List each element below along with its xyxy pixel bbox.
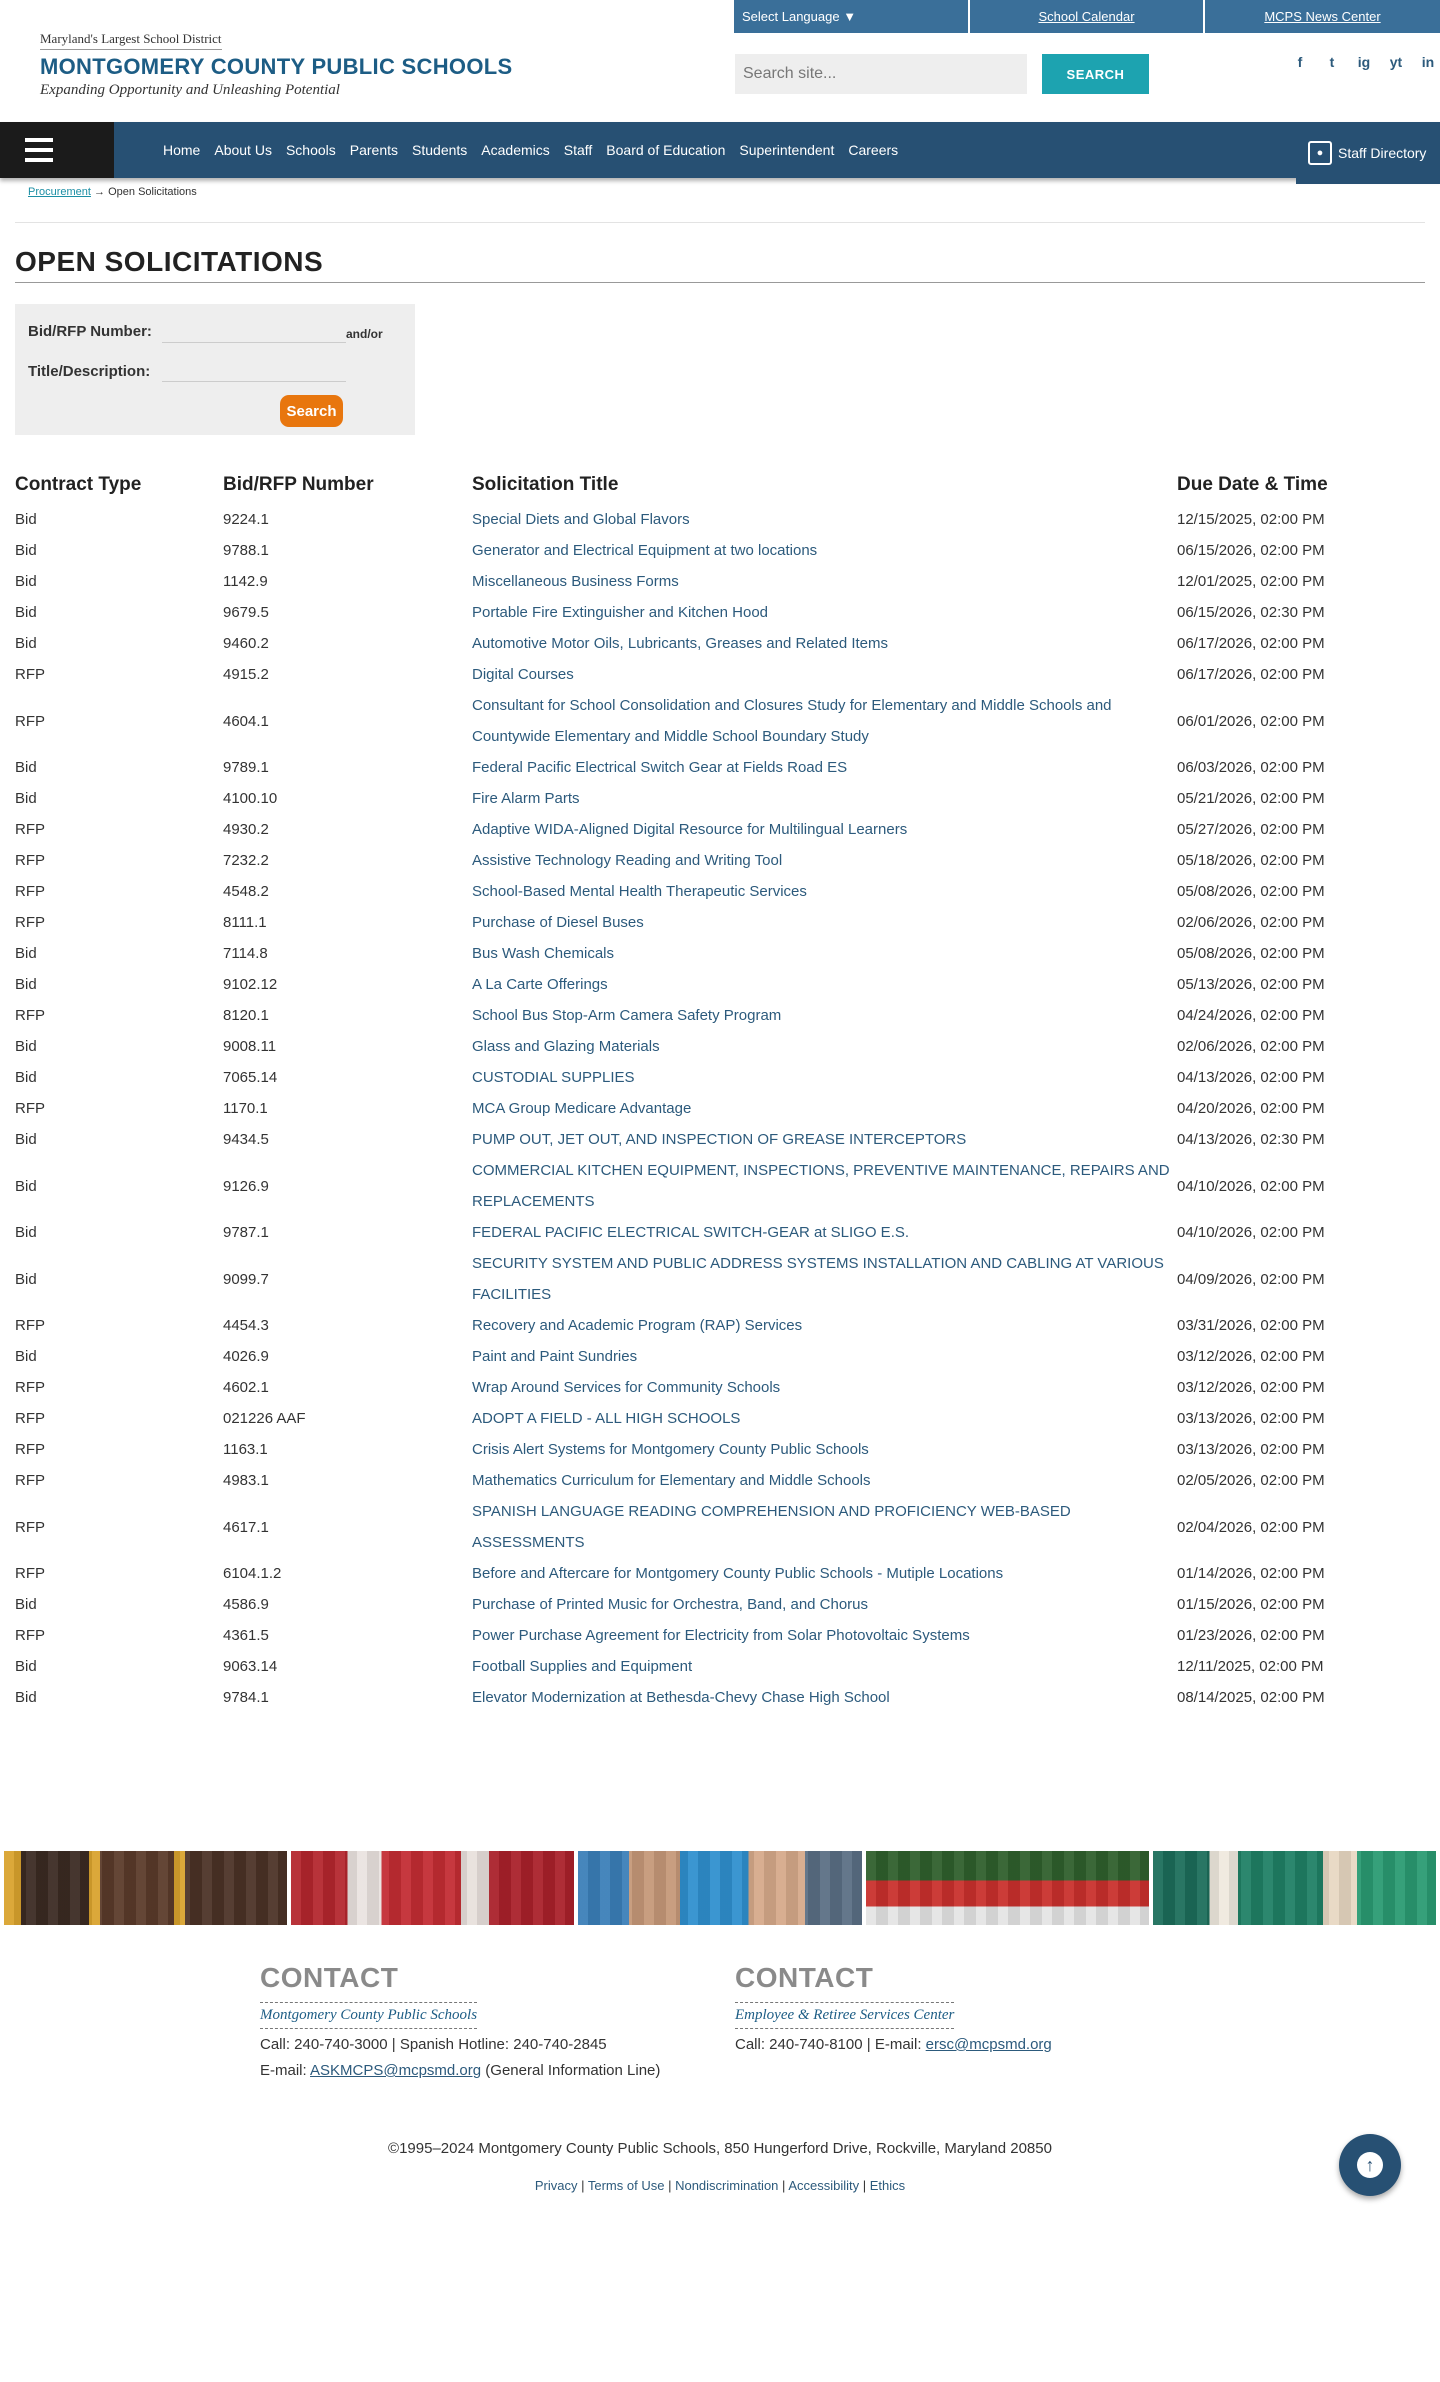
cell-contract-type: RFP xyxy=(15,1007,45,1024)
cell-contract-type: Bid xyxy=(15,1177,37,1195)
table-row xyxy=(15,876,1425,907)
nav-item-home[interactable]: Home xyxy=(163,142,201,158)
solicitation-title-link[interactable]: Recovery and Academic Program (RAP) Services xyxy=(472,1317,803,1334)
hamburger-menu-icon[interactable] xyxy=(0,122,114,178)
table-row xyxy=(15,1155,1425,1217)
cell-bid-number: 4548.2 xyxy=(223,883,269,900)
col-header-contract-type[interactable]: Contract Type xyxy=(15,474,142,495)
solicitation-title-link[interactable]: Portable Fire Extinguisher and Kitchen Hood xyxy=(472,604,769,621)
cell-contract-type: Bid xyxy=(15,542,37,559)
cell-due-date: 05/13/2026, 02:00 PM xyxy=(1177,976,1325,993)
cell-bid-number: 7232.2 xyxy=(223,852,269,869)
solicitation-title-link[interactable]: SECURITY SYSTEM AND PUBLIC ADDRESS SYSTEMS INSTALLATION AND CABLING AT VARIOUS FACILITIES xyxy=(472,1255,1164,1303)
cell-contract-type: RFP xyxy=(15,666,45,683)
cell-contract-type: RFP xyxy=(15,821,45,838)
solicitations-table xyxy=(15,460,1425,1713)
cell-solicitation-title xyxy=(472,1124,1177,1155)
table-row xyxy=(15,1589,1425,1620)
filter-search-button[interactable]: Search xyxy=(280,395,343,427)
link-separator: | xyxy=(581,2178,585,2193)
ethics-link[interactable]: Ethics xyxy=(869,2178,906,2193)
ersc-email-link[interactable]: ersc@mcpsmd.org xyxy=(925,2036,1052,2053)
cell-bid-number: 4915.2 xyxy=(223,666,269,683)
cell-due-date: 04/24/2026, 02:00 PM xyxy=(1177,1007,1325,1024)
solicitation-title-link[interactable]: Before and Aftercare for Montgomery County Public Schools - Mutiple Locations xyxy=(472,1565,1004,1582)
cell-contract-type: Bid xyxy=(15,1069,37,1086)
cell-due-date: 03/13/2026, 02:00 PM xyxy=(1177,1441,1325,1458)
cell-contract-type: RFP xyxy=(15,1518,45,1536)
cell-contract-type: RFP xyxy=(15,1100,45,1117)
photo-strip xyxy=(4,1851,1436,1925)
cell-due-date: 02/06/2026, 02:00 PM xyxy=(1177,1038,1325,1055)
logo-kicker: Maryland's Largest School District xyxy=(40,31,222,50)
solicitation-title-link[interactable]: Special Diets and Global Flavors xyxy=(472,511,690,528)
table-row xyxy=(15,504,1425,535)
cell-due-date: 04/13/2026, 02:30 PM xyxy=(1177,1131,1325,1148)
staff-directory-label: Staff Directory xyxy=(1338,145,1427,161)
table-row xyxy=(15,783,1425,814)
table-row xyxy=(15,690,1425,752)
cell-due-date: 06/17/2026, 02:00 PM xyxy=(1177,635,1325,652)
solicitation-title-link[interactable]: School Bus Stop-Arm Camera Safety Program xyxy=(472,1007,782,1024)
accessibility-link[interactable]: Accessibility xyxy=(788,2178,860,2193)
cell-solicitation-title xyxy=(472,1496,1177,1558)
cell-contract-type: Bid xyxy=(15,573,37,590)
email-suffix: (General Information Line) xyxy=(481,2062,661,2079)
cell-due-date: 12/11/2025, 02:00 PM xyxy=(1177,1658,1324,1675)
cell-contract-type: Bid xyxy=(15,790,37,807)
cell-contract-type: RFP xyxy=(15,1317,45,1334)
solicitation-title-link[interactable]: Elevator Modernization at Bethesda-Chevy Chase High School xyxy=(472,1689,890,1706)
table-row xyxy=(15,535,1425,566)
title-description-input[interactable] xyxy=(162,360,346,382)
table-row xyxy=(15,1558,1425,1589)
table-row xyxy=(15,659,1425,690)
cell-contract-type: Bid xyxy=(15,1224,37,1241)
cell-bid-number: 9008.11 xyxy=(223,1038,277,1055)
cell-contract-type: Bid xyxy=(15,1038,37,1055)
cell-bid-number: 9788.1 xyxy=(223,542,269,559)
table-row xyxy=(15,1000,1425,1031)
main-nav xyxy=(0,122,1440,178)
askmcps-email-link[interactable]: ASKMCPS@mcpsmd.org xyxy=(310,2062,482,2079)
cell-contract-type: RFP xyxy=(15,712,45,730)
logo-tagline: Expanding Opportunity and Unleashing Potential xyxy=(40,82,340,98)
cell-contract-type: Bid xyxy=(15,511,37,528)
staff-directory-button[interactable] xyxy=(1296,122,1440,184)
cell-contract-type: RFP xyxy=(15,1410,45,1427)
cell-due-date: 03/12/2026, 02:00 PM xyxy=(1177,1348,1325,1365)
cell-bid-number: 4454.3 xyxy=(223,1317,269,1334)
photo-athletics xyxy=(866,1851,1149,1925)
solicitation-title-link[interactable]: A La Carte Offerings xyxy=(472,976,608,993)
back-to-top-button[interactable] xyxy=(1339,2134,1401,2196)
table-row xyxy=(15,1093,1425,1124)
cell-bid-number: 4026.9 xyxy=(223,1348,269,1365)
contact-ersc xyxy=(735,1962,1052,2055)
solicitation-title-link[interactable]: ADOPT A FIELD - ALL HIGH SCHOOLS xyxy=(472,1410,741,1427)
cell-due-date: 02/05/2026, 02:00 PM xyxy=(1177,1472,1325,1489)
cell-bid-number: 9126.9 xyxy=(223,1177,269,1195)
solicitation-title-link[interactable]: Fire Alarm Parts xyxy=(472,790,580,807)
cell-solicitation-title xyxy=(472,690,1177,752)
cell-solicitation-title xyxy=(472,1093,1177,1124)
title-divider xyxy=(15,282,1425,283)
cell-solicitation-title xyxy=(472,1310,1177,1341)
table-row xyxy=(15,1031,1425,1062)
privacy-link[interactable]: Privacy xyxy=(534,2178,578,2193)
bid-number-label: Bid/RFP Number: xyxy=(28,323,152,340)
cell-solicitation-title xyxy=(472,1682,1177,1713)
cell-solicitation-title xyxy=(472,907,1177,938)
table-row xyxy=(15,1620,1425,1651)
solicitation-title-link[interactable]: COMMERCIAL KITCHEN EQUIPMENT, INSPECTIONS, PREVENTIVE MAINTENANCE, REPAIRS AND REPLACEMENTS xyxy=(472,1162,1170,1210)
solicitation-title-link[interactable]: Assistive Technology Reading and Writing Tool xyxy=(472,852,783,869)
cell-bid-number: 6104.1.2 xyxy=(223,1565,282,1582)
language-select[interactable]: Select Language ▼ xyxy=(734,0,970,33)
cell-bid-number: 1163.1 xyxy=(223,1441,268,1458)
cell-contract-type: Bid xyxy=(15,1689,37,1706)
cell-bid-number: 9224.1 xyxy=(223,511,269,528)
cell-solicitation-title xyxy=(472,1620,1177,1651)
table-row xyxy=(15,1651,1425,1682)
table-row xyxy=(15,1310,1425,1341)
cell-due-date: 06/03/2026, 02:00 PM xyxy=(1177,759,1325,776)
solicitation-title-link[interactable]: Generator and Electrical Equipment at two locations xyxy=(472,542,818,559)
cell-contract-type: Bid xyxy=(15,604,37,621)
contact-email-line xyxy=(260,2061,660,2081)
solicitation-title-link[interactable]: SPANISH LANGUAGE READING COMPREHENSION AND PROFICIENCY WEB-BASED ASSESSMENTS xyxy=(472,1503,1071,1551)
cell-bid-number: 9787.1 xyxy=(223,1224,269,1241)
nav-item-students[interactable]: Students xyxy=(412,142,468,158)
cell-due-date: 02/04/2026, 02:00 PM xyxy=(1177,1518,1325,1536)
cell-bid-number: 9063.14 xyxy=(223,1658,278,1675)
nav-item-superintendent[interactable]: Superintendent xyxy=(739,142,835,158)
solicitation-title-link[interactable]: Paint and Paint Sundries xyxy=(472,1348,638,1365)
cell-bid-number: 7114.8 xyxy=(223,945,268,962)
col-header-solicitation-title[interactable]: Solicitation Title xyxy=(472,474,619,495)
cell-bid-number: 4361.5 xyxy=(223,1627,269,1644)
col-header-due-date[interactable]: Due Date & Time xyxy=(1177,474,1328,495)
cell-solicitation-title xyxy=(472,938,1177,969)
cell-contract-type: Bid xyxy=(15,1658,37,1675)
cell-bid-number: 1142.9 xyxy=(223,573,268,590)
solicitation-title-link[interactable]: Bus Wash Chemicals xyxy=(472,945,614,962)
col-header-bid-number[interactable]: Bid/RFP Number xyxy=(223,474,374,495)
solicitation-title-link[interactable]: Digital Courses xyxy=(472,666,574,683)
linkedin-icon[interactable]: in xyxy=(1421,54,1435,70)
cell-due-date: 05/08/2026, 02:00 PM xyxy=(1177,883,1325,900)
cell-due-date: 03/13/2026, 02:00 PM xyxy=(1177,1410,1325,1427)
solicitation-title-link[interactable]: Consultant for School Consolidation and Closures Study for Elementary and Middle Schools and Countywide Elementary and Middle School Boundary Study xyxy=(472,697,1112,745)
cell-due-date: 03/12/2026, 02:00 PM xyxy=(1177,1379,1325,1396)
legal-links xyxy=(0,2178,1440,2193)
divider xyxy=(15,222,1425,223)
twitter-icon[interactable]: t xyxy=(1329,54,1335,70)
cell-due-date: 01/14/2026, 02:00 PM xyxy=(1177,1565,1325,1582)
contact-heading: CONTACT xyxy=(735,1962,874,1993)
cell-solicitation-title xyxy=(472,1558,1177,1589)
cell-solicitation-title xyxy=(472,1031,1177,1062)
table-row xyxy=(15,1403,1425,1434)
utility-bar xyxy=(734,0,1440,33)
cell-solicitation-title xyxy=(472,1403,1177,1434)
table-body xyxy=(15,504,1425,1713)
photo-students-bus xyxy=(4,1851,287,1925)
table-row xyxy=(15,1465,1425,1496)
table-row xyxy=(15,845,1425,876)
cell-contract-type: RFP xyxy=(15,1627,45,1644)
solicitation-title-link[interactable]: Glass and Glazing Materials xyxy=(472,1038,660,1055)
solicitation-title-link[interactable]: School-Based Mental Health Therapeutic Services xyxy=(472,883,807,900)
email-prefix: E-mail: xyxy=(260,2062,311,2079)
school-calendar-link[interactable]: School Calendar xyxy=(970,0,1205,33)
cell-solicitation-title xyxy=(472,1589,1177,1620)
cell-due-date: 03/31/2026, 02:00 PM xyxy=(1177,1317,1325,1334)
cell-due-date: 05/21/2026, 02:00 PM xyxy=(1177,790,1325,807)
cell-bid-number: 4602.1 xyxy=(223,1379,269,1396)
cell-contract-type: RFP xyxy=(15,883,45,900)
cell-bid-number: 1170.1 xyxy=(223,1100,268,1117)
cell-bid-number: 4983.1 xyxy=(223,1472,269,1489)
title-description-label: Title/Description: xyxy=(28,363,151,380)
photo-smiling-kids xyxy=(578,1851,861,1925)
cell-due-date: 04/10/2026, 02:00 PM xyxy=(1177,1224,1325,1241)
cell-contract-type: Bid xyxy=(15,635,37,652)
cell-bid-number: 8120.1 xyxy=(223,1007,269,1024)
contact-org: Employee & Retiree Services Center xyxy=(735,2002,954,2029)
cell-due-date: 06/15/2026, 02:30 PM xyxy=(1177,604,1325,621)
cell-due-date: 06/15/2026, 02:00 PM xyxy=(1177,542,1325,559)
cell-due-date: 05/27/2026, 02:00 PM xyxy=(1177,821,1325,838)
nav-item-board-of-education[interactable]: Board of Education xyxy=(606,142,726,158)
cell-bid-number: 7065.14 xyxy=(223,1069,278,1086)
search-input[interactable]: Search site... xyxy=(735,54,1027,94)
cell-contract-type: Bid xyxy=(15,945,37,962)
bid-number-input[interactable] xyxy=(162,321,346,343)
cell-solicitation-title xyxy=(472,1155,1177,1217)
site-header xyxy=(0,0,1440,122)
table-row xyxy=(15,597,1425,628)
solicitation-title-link[interactable]: Federal Pacific Electrical Switch Gear at Fields Road ES xyxy=(472,759,848,776)
link-separator: | xyxy=(862,2178,867,2193)
cell-due-date: 02/06/2026, 02:00 PM xyxy=(1177,914,1325,931)
facebook-icon[interactable]: f xyxy=(1297,54,1303,70)
table-row xyxy=(15,1372,1425,1403)
solicitation-title-link[interactable]: FEDERAL PACIFIC ELECTRICAL SWITCH-GEAR at SLIGO E.S. xyxy=(472,1224,910,1241)
contact-mcps xyxy=(260,1962,660,2081)
cell-bid-number: 4586.9 xyxy=(223,1596,269,1613)
cell-solicitation-title xyxy=(472,1434,1177,1465)
cell-contract-type: Bid xyxy=(15,1596,37,1613)
nav-item-parents[interactable]: Parents xyxy=(349,142,399,158)
nav-item-schools[interactable]: Schools xyxy=(285,142,336,158)
cell-due-date: 12/01/2025, 02:00 PM xyxy=(1177,573,1325,590)
cell-solicitation-title xyxy=(472,535,1177,566)
solicitation-title-link[interactable]: Purchase of Printed Music for Orchestra, Band, and Chorus xyxy=(472,1596,869,1613)
table-header-row xyxy=(15,460,1425,504)
andor-label: and/or xyxy=(346,327,383,341)
solicitation-title-link[interactable]: Adaptive WIDA-Aligned Digital Resource for Multilingual Learners xyxy=(472,821,908,838)
page-title: OPEN SOLICITATIONS xyxy=(15,246,324,277)
cell-solicitation-title xyxy=(472,1217,1177,1248)
cell-solicitation-title xyxy=(472,628,1177,659)
cell-bid-number: 4100.10 xyxy=(223,790,278,807)
cell-due-date: 06/01/2026, 02:00 PM xyxy=(1177,712,1325,730)
cell-solicitation-title xyxy=(472,566,1177,597)
cell-contract-type: RFP xyxy=(15,1565,45,1582)
table-row xyxy=(15,938,1425,969)
solicitation-filter-form xyxy=(15,304,415,435)
nav-item-about-us[interactable]: About Us xyxy=(214,142,272,158)
table-row xyxy=(15,1341,1425,1372)
cell-bid-number: 9679.5 xyxy=(223,604,269,621)
cell-solicitation-title xyxy=(472,1651,1177,1682)
cell-bid-number: 4604.1 xyxy=(223,712,269,730)
cell-bid-number: 8111.1 xyxy=(223,914,267,931)
link-separator: | xyxy=(782,2178,786,2193)
table-row xyxy=(15,1124,1425,1155)
cell-contract-type: Bid xyxy=(15,1131,37,1148)
cell-solicitation-title xyxy=(472,1000,1177,1031)
cell-due-date: 04/13/2026, 02:00 PM xyxy=(1177,1069,1325,1086)
cell-solicitation-title xyxy=(472,659,1177,690)
cell-contract-type: RFP xyxy=(15,1379,45,1396)
solicitation-title-link[interactable]: Football Supplies and Equipment xyxy=(472,1658,693,1675)
table-row xyxy=(15,1496,1425,1558)
cell-solicitation-title xyxy=(472,1341,1177,1372)
breadcrumb-current: Open Solicitations xyxy=(108,186,197,198)
cell-contract-type: Bid xyxy=(15,976,37,993)
solicitation-title-link[interactable]: Wrap Around Services for Community Schools xyxy=(472,1379,781,1396)
site-logo[interactable] xyxy=(40,30,512,99)
table-row xyxy=(15,1434,1425,1465)
news-center-link[interactable]: MCPS News Center xyxy=(1205,0,1440,33)
cell-due-date: 04/10/2026, 02:00 PM xyxy=(1177,1177,1325,1195)
phone-prefix: Call: 240-740-8100 | E-mail: xyxy=(735,2036,926,2053)
cell-due-date: 05/18/2026, 02:00 PM xyxy=(1177,852,1325,869)
cell-contract-type: Bid xyxy=(15,1348,37,1365)
solicitation-title-link[interactable]: PUMP OUT, JET OUT, AND INSPECTION OF GREASE INTERCEPTORS xyxy=(472,1131,967,1148)
contact-phone-email-line xyxy=(735,2035,1052,2055)
contact-heading: CONTACT xyxy=(260,1962,399,1993)
table-row xyxy=(15,1217,1425,1248)
terms-link[interactable]: Terms of Use xyxy=(587,2178,665,2193)
table-row xyxy=(15,814,1425,845)
cell-due-date: 01/15/2026, 02:00 PM xyxy=(1177,1596,1325,1613)
table-row xyxy=(15,907,1425,938)
table-row xyxy=(15,1248,1425,1310)
cell-contract-type: RFP xyxy=(15,914,45,931)
cell-contract-type: RFP xyxy=(15,852,45,869)
nav-item-careers[interactable]: Careers xyxy=(848,142,899,158)
nav-item-academics[interactable]: Academics xyxy=(481,142,550,158)
solicitation-title-link[interactable]: Automotive Motor Oils, Lubricants, Greases and Related Items xyxy=(472,635,889,652)
cell-bid-number: 9460.2 xyxy=(223,635,269,652)
table-row xyxy=(15,752,1425,783)
cell-due-date: 01/23/2026, 02:00 PM xyxy=(1177,1627,1325,1644)
search-button[interactable]: SEARCH xyxy=(1042,54,1149,94)
table-row xyxy=(15,969,1425,1000)
photo-marching-band xyxy=(291,1851,574,1925)
cell-due-date: 06/17/2026, 02:00 PM xyxy=(1177,666,1325,683)
cell-solicitation-title xyxy=(472,1062,1177,1093)
cell-solicitation-title xyxy=(472,504,1177,535)
cell-due-date: 12/15/2025, 02:00 PM xyxy=(1177,511,1325,528)
cell-due-date: 08/14/2025, 02:00 PM xyxy=(1177,1689,1325,1706)
cell-contract-type: RFP xyxy=(15,1441,45,1458)
cell-due-date: 04/20/2026, 02:00 PM xyxy=(1177,1100,1325,1117)
cell-solicitation-title xyxy=(472,1465,1177,1496)
copyright: ©1995–2024 Montgomery County Public Schools, 850 Hungerford Drive, Rockville, Maryland 20850 xyxy=(388,2140,1052,2157)
solicitation-title-link[interactable]: Power Purchase Agreement for Electricity from Solar Photovoltaic Systems xyxy=(472,1627,970,1644)
cell-solicitation-title xyxy=(472,752,1177,783)
table-row xyxy=(15,1682,1425,1713)
cell-due-date: 05/08/2026, 02:00 PM xyxy=(1177,945,1325,962)
breadcrumb-procurement-link[interactable]: Procurement xyxy=(28,186,91,198)
cell-solicitation-title xyxy=(472,1248,1177,1310)
nondiscrimination-link[interactable]: Nondiscrimination xyxy=(675,2178,779,2193)
solicitation-title-link[interactable]: Mathematics Curriculum for Elementary and Middle Schools xyxy=(472,1472,871,1489)
contact-phone: Call: 240-740-3000 | Spanish Hotline: 240-740-2845 xyxy=(260,2036,607,2053)
cell-solicitation-title xyxy=(472,845,1177,876)
cell-solicitation-title xyxy=(472,876,1177,907)
nav-links xyxy=(163,122,898,178)
instagram-icon[interactable]: ig xyxy=(1357,54,1371,70)
cell-bid-number: 9434.5 xyxy=(223,1131,269,1148)
table-row xyxy=(15,1062,1425,1093)
cell-solicitation-title xyxy=(472,597,1177,628)
contact-org: Montgomery County Public Schools xyxy=(260,2002,477,2029)
cell-bid-number: 021226 AAF xyxy=(223,1410,306,1427)
table-row xyxy=(15,628,1425,659)
solicitation-title-link[interactable]: CUSTODIAL SUPPLIES xyxy=(472,1069,635,1086)
photo-cheering-fans xyxy=(1153,1851,1436,1925)
link-separator: | xyxy=(668,2178,672,2193)
cell-contract-type: RFP xyxy=(15,1472,45,1489)
cell-bid-number: 9784.1 xyxy=(223,1689,269,1706)
youtube-icon[interactable]: yt xyxy=(1389,54,1403,70)
table-row xyxy=(15,566,1425,597)
solicitation-title-link[interactable]: Purchase of Diesel Buses xyxy=(472,914,644,931)
person-card-icon: ● xyxy=(1308,141,1332,165)
nav-item-staff[interactable]: Staff xyxy=(563,142,593,158)
cell-bid-number: 4930.2 xyxy=(223,821,269,838)
solicitation-title-link[interactable]: MCA Group Medicare Advantage xyxy=(472,1100,692,1117)
cell-bid-number: 9789.1 xyxy=(223,759,269,776)
solicitation-title-link[interactable]: Miscellaneous Business Forms xyxy=(472,573,679,590)
solicitation-title-link[interactable]: Crisis Alert Systems for Montgomery County Public Schools xyxy=(472,1441,869,1458)
logo-name: MONTGOMERY COUNTY PUBLIC SCHOOLS xyxy=(40,54,513,79)
cell-bid-number: 9102.12 xyxy=(223,976,278,993)
cell-contract-type: Bid xyxy=(15,759,37,776)
cell-bid-number: 9099.7 xyxy=(223,1270,269,1288)
cell-solicitation-title xyxy=(472,783,1177,814)
cell-contract-type: Bid xyxy=(15,1270,37,1288)
cell-bid-number: 4617.1 xyxy=(223,1518,269,1536)
cell-solicitation-title xyxy=(472,1372,1177,1403)
breadcrumb-separator: → xyxy=(94,186,106,198)
breadcrumb xyxy=(28,186,197,198)
arrow-up-icon: ↑ xyxy=(1357,2152,1383,2178)
cell-solicitation-title xyxy=(472,814,1177,845)
social-links xyxy=(1290,54,1438,70)
cell-solicitation-title xyxy=(472,969,1177,1000)
cell-due-date: 04/09/2026, 02:00 PM xyxy=(1177,1270,1325,1288)
